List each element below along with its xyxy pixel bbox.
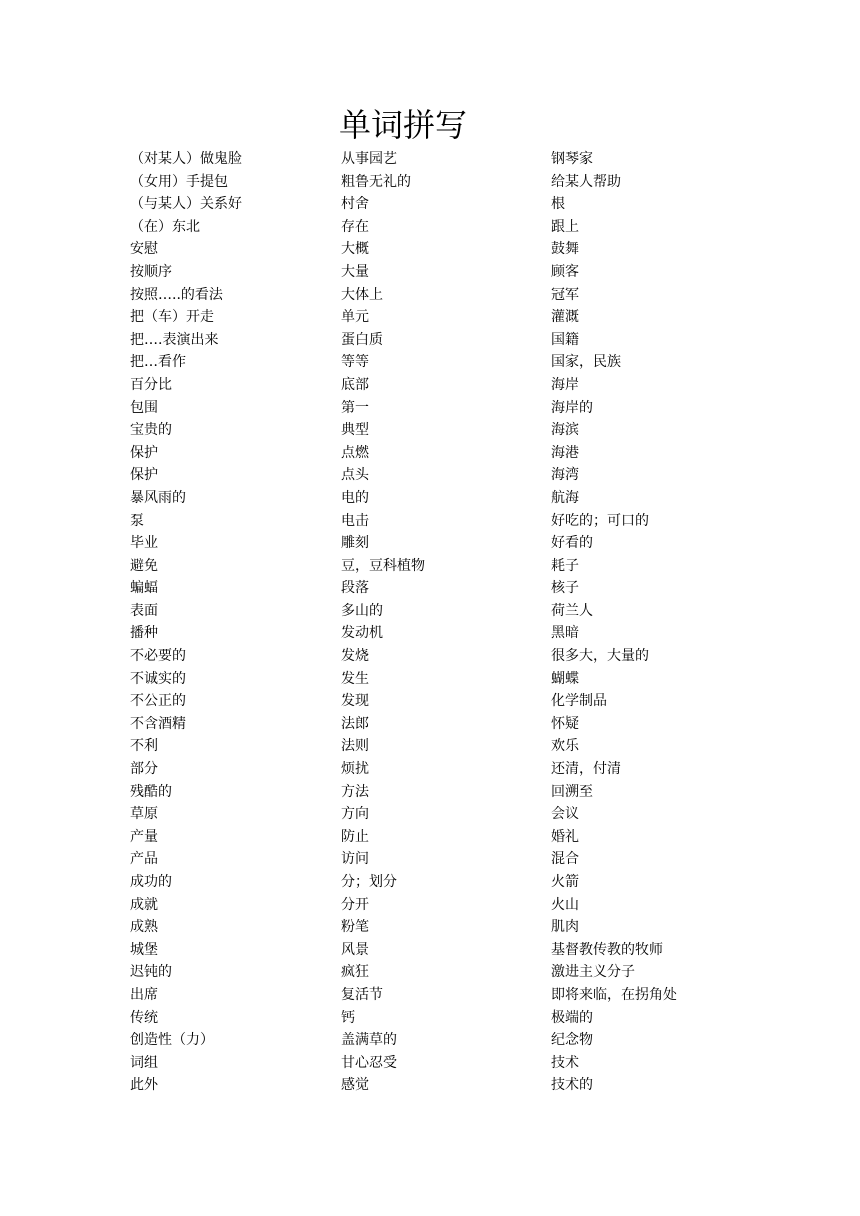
word-item: 复活节 — [341, 986, 383, 1003]
word-item: 不含酒精 — [130, 715, 186, 732]
word-item: 大概 — [341, 241, 369, 258]
word-item: 点燃 — [341, 444, 369, 461]
word-item: 法郎 — [341, 715, 369, 732]
word-item: 粗鲁无礼的 — [341, 173, 411, 190]
word-item: 村舍 — [341, 196, 369, 213]
word-item: 把….表演出来 — [130, 331, 219, 348]
word-item: 婚礼 — [551, 828, 579, 845]
word-item: 极端的 — [551, 1009, 593, 1026]
word-item: 方法 — [341, 783, 369, 800]
word-item: 蝴蝶 — [551, 670, 579, 687]
word-item: 法则 — [341, 738, 369, 755]
word-item: 典型 — [341, 422, 369, 439]
word-item: 感觉 — [341, 1077, 369, 1094]
word-item: 好看的 — [551, 535, 593, 552]
word-item: 存在 — [341, 218, 369, 235]
word-item: 海岸的 — [551, 399, 593, 416]
word-item: 城堡 — [130, 941, 158, 958]
word-item: 暴风雨的 — [130, 489, 186, 506]
word-item: 火箭 — [551, 874, 579, 890]
word-item: 传统 — [130, 1009, 158, 1026]
word-item: 残酷的 — [130, 783, 172, 800]
word-item: 火山 — [551, 896, 579, 913]
word-item: 甘心忍受 — [341, 1054, 397, 1071]
word-item: 宝贵的 — [130, 422, 172, 439]
word-item: 不利 — [130, 738, 158, 755]
word-item: 蛋白质 — [341, 331, 383, 348]
word-item: 海港 — [551, 444, 579, 461]
word-item: 雕刻 — [341, 535, 369, 552]
word-item: 国家，民族 — [551, 354, 621, 371]
word-item: 发动机 — [341, 625, 383, 642]
word-item: 部分 — [130, 761, 158, 778]
word-item: 方向 — [341, 806, 369, 823]
word-item: 根 — [551, 196, 565, 213]
word-item: 基督教传教的牧师 — [551, 941, 663, 958]
word-item: 技术的 — [551, 1077, 593, 1094]
word-item: 航海 — [551, 489, 579, 506]
word-item: 电击 — [341, 512, 369, 529]
word-item: 等等 — [341, 354, 369, 371]
word-item: 冠军 — [551, 286, 579, 303]
word-item: 避免 — [130, 557, 158, 574]
word-item: 保护 — [130, 467, 158, 484]
word-item: 混合 — [551, 851, 579, 868]
word-item: 化学制品 — [551, 693, 607, 710]
word-item: 国籍 — [551, 331, 579, 348]
word-item: （对某人）做鬼脸 — [130, 151, 242, 167]
word-item: 鼓舞 — [551, 241, 579, 258]
word-item: 草原 — [130, 806, 158, 823]
word-item: 分开 — [341, 896, 369, 913]
word-item: 大体上 — [341, 286, 383, 303]
word-item: 蝙蝠 — [130, 580, 158, 597]
page-title: 单词拼写 — [338, 106, 467, 144]
word-item: 产品 — [130, 851, 158, 868]
word-item: 钙 — [341, 1009, 355, 1026]
word-column-2 — [341, 148, 425, 1097]
word-item: 粉笔 — [341, 919, 369, 936]
word-item: 成功的 — [130, 874, 172, 890]
word-item: 包围 — [130, 399, 158, 416]
word-column-1 — [130, 148, 242, 1097]
word-item: 电的 — [341, 489, 369, 506]
word-item: 访问 — [341, 851, 369, 868]
word-item: 点头 — [341, 467, 369, 484]
word-item: 泵 — [130, 512, 144, 529]
word-item: 灌溉 — [551, 309, 579, 326]
word-item: 即将来临，在拐角处 — [551, 986, 677, 1003]
word-item: 按顺序 — [130, 263, 172, 280]
word-item: 黑暗 — [551, 625, 579, 642]
word-item: 段落 — [341, 580, 369, 597]
word-item: 出席 — [130, 986, 158, 1003]
word-item: 技术 — [551, 1054, 579, 1071]
word-item: （女用）手提包 — [130, 173, 228, 190]
word-item: 给某人帮助 — [551, 173, 621, 190]
word-item: 烦扰 — [341, 761, 369, 778]
word-item: 把…看作 — [130, 354, 186, 371]
word-item: 此外 — [130, 1077, 158, 1094]
word-item: 不公正的 — [130, 693, 186, 710]
word-item: 大量 — [341, 263, 369, 280]
word-item: 会议 — [551, 806, 579, 823]
word-item: 荷兰人 — [551, 602, 593, 619]
word-item: 好吃的；可口的 — [551, 512, 649, 529]
word-item: 防止 — [341, 828, 369, 845]
word-item: 底部 — [341, 376, 369, 393]
word-item: （与某人）关系好 — [130, 196, 242, 213]
word-column-3 — [551, 148, 677, 1097]
word-item: 表面 — [130, 602, 158, 619]
word-item: 核子 — [551, 580, 579, 597]
word-item: 还清，付清 — [551, 761, 621, 778]
word-item: 海滨 — [551, 422, 579, 439]
word-item: 不诚实的 — [130, 670, 186, 687]
word-item: 盖满草的 — [341, 1032, 397, 1049]
word-item: 回溯至 — [551, 783, 593, 800]
word-item: 第一 — [341, 399, 369, 416]
word-item: 百分比 — [130, 376, 172, 393]
word-item: 肌肉 — [551, 919, 579, 936]
word-item: 成就 — [130, 896, 158, 913]
word-item: 成熟 — [130, 919, 158, 936]
word-item: 怀疑 — [551, 715, 579, 732]
word-item: 单元 — [341, 309, 369, 326]
word-item: 顾客 — [551, 263, 579, 280]
word-item: 风景 — [341, 941, 369, 958]
word-item: 安慰 — [130, 241, 158, 258]
word-item: 疯狂 — [341, 964, 369, 981]
word-item: 发现 — [341, 693, 369, 710]
word-item: 创造性（力） — [130, 1032, 214, 1049]
word-item: 发生 — [341, 670, 369, 687]
word-item: 钢琴家 — [551, 151, 593, 167]
word-item: 跟上 — [551, 218, 579, 235]
word-item: 词组 — [130, 1054, 158, 1071]
word-item: 海岸 — [551, 376, 579, 393]
word-item: 按照…..的看法 — [130, 286, 223, 303]
word-item: 保护 — [130, 444, 158, 461]
word-item: 把（车）开走 — [130, 309, 214, 326]
word-item: 从事园艺 — [341, 151, 397, 167]
word-item: 海湾 — [551, 467, 579, 484]
word-item: 豆，豆科植物 — [341, 557, 425, 574]
word-item: 欢乐 — [551, 738, 579, 755]
word-item: 激进主义分子 — [551, 964, 635, 981]
word-item: 发烧 — [341, 648, 369, 665]
word-item: 纪念物 — [551, 1032, 593, 1049]
word-item: 耗子 — [551, 557, 579, 574]
word-item: （在）东北 — [130, 218, 200, 235]
word-item: 不必要的 — [130, 648, 186, 665]
word-item: 多山的 — [341, 602, 383, 619]
word-item: 产量 — [130, 828, 158, 845]
word-item: 很多大，大量的 — [551, 648, 649, 665]
word-item: 毕业 — [130, 535, 158, 552]
word-item: 分；划分 — [341, 874, 397, 890]
word-item: 迟钝的 — [130, 964, 172, 981]
word-item: 播种 — [130, 625, 158, 642]
